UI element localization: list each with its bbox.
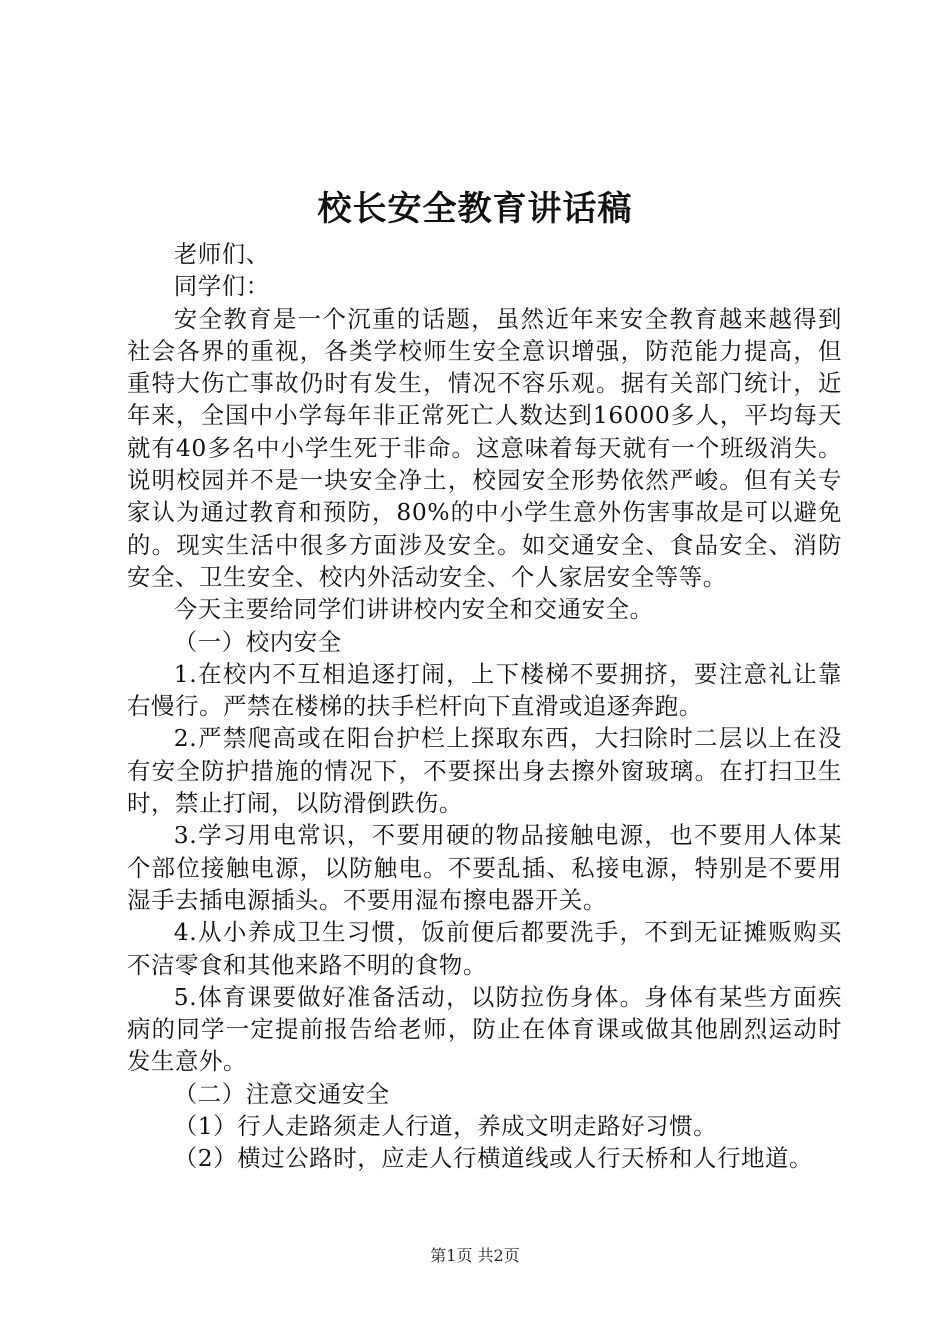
- campus-rule-1: 1.在校内不互相追逐打闹，上下楼梯不要拥挤，要注意礼让靠右慢行。严禁在楼梯的扶手栏杆向下直滑或追逐奔跑。: [127, 659, 842, 721]
- campus-rule-2: 2.严禁爬高或在阳台护栏上探取东西，大扫除时二层以上在没有安全防护措施的情况下，不要探出身去擦外窗玻璃。在打扫卫生时，禁止打闹，以防滑倒跌伤。: [127, 724, 842, 818]
- document-title: 校长安全教育讲话稿: [317, 189, 633, 229]
- campus-rule-3: 3.学习用电常识，不要用硬的物品接触电源，也不要用人体某个部位接触电源，以防触电。不要乱插、私接电源，特别是不要用湿手去插电源插头。不要用湿布擦电器开关。: [127, 821, 842, 914]
- traffic-rule-1: （1）行人走路须走人行道，养成文明走路好习惯。: [173, 1112, 718, 1141]
- salutation-students: 同学们：: [173, 272, 270, 301]
- section-heading-traffic-safety: （二）注意交通安全: [173, 1079, 390, 1108]
- section-heading-campus-safety: （一）校内安全: [173, 627, 342, 656]
- page-number-footer: 第1页 共2页: [430, 1246, 520, 1265]
- document-body: [127, 238, 842, 1175]
- salutation-teachers: 老师们、: [173, 240, 270, 268]
- topic-paragraph: 今天主要给同学们讲讲校内安全和交通安全。: [173, 595, 654, 624]
- traffic-rule-2: （2）横过公路时，应走人行横道线或人行天桥和人行地道。: [173, 1144, 814, 1173]
- intro-paragraph: 安全教育是一个沉重的话题，虽然近年来安全教育越来越得到社会各界的重视，各类学校师生安全意识增强，防范能力提高，但重特大伤亡事故仍时有发生，情况不容乐观。据有关部门统计，近年来，全国中小学每年非正常死亡人数达到16000多人，平均每天就有40多名中小学生死于非命。这意味着每天就有一个班级消失。说明校园并不是一块安全净土，校园安全形势依然严峻。但有关专家认为通过教育和预防，80%的中小学生意外伤害事故是可以避免的。现实生活中很多方面涉及安全。如交通安全、食品安全、消防安全、卫生安全、校内外活动安全、个人家居安全等等。: [127, 304, 842, 591]
- campus-rule-5: 5.体育课要做好准备活动，以防拉伤身体。身体有某些方面疾病的同学一定提前报告给老师，防止在体育课或做其他剧烈运动时发生意外。: [127, 982, 842, 1076]
- campus-rule-4: 4.从小养成卫生习惯，饭前便后都要洗手，不到无证摊贩购买不洁零食和其他来路不明的食物。: [127, 918, 842, 979]
